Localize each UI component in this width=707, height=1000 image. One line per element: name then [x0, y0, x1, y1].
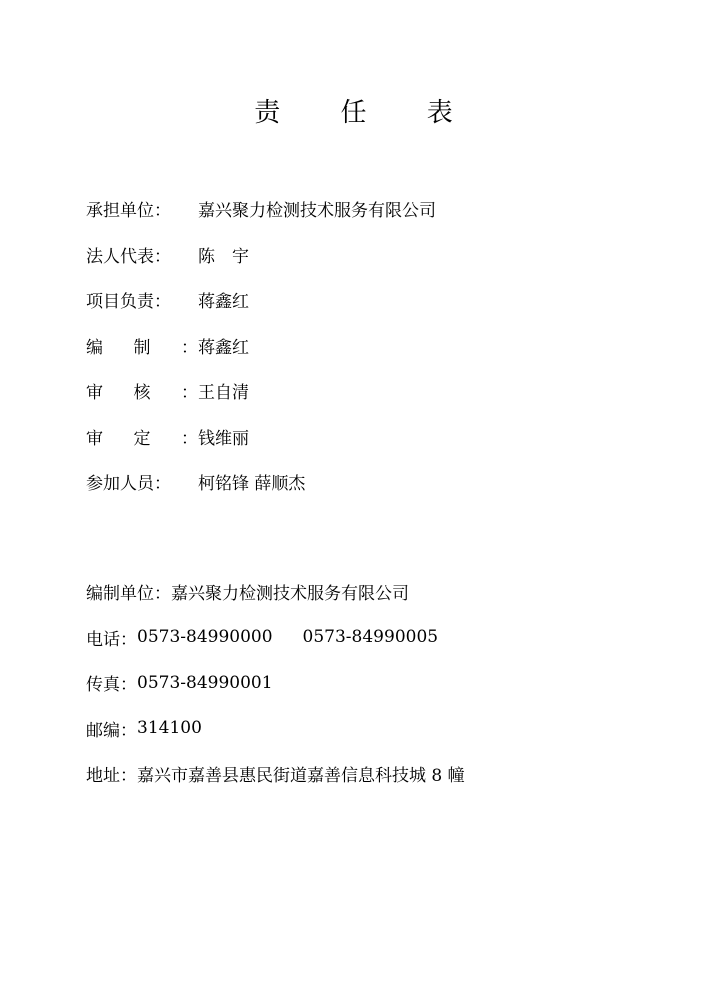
- label-phone: 电话：: [86, 629, 137, 650]
- value-phone-1: 0573-84990000: [137, 627, 273, 648]
- label-compiler: 编制：: [86, 337, 198, 358]
- label-address: 地址：: [86, 766, 137, 787]
- label-postcode: 邮编：: [86, 720, 137, 741]
- value-reviewer: 王自清: [198, 383, 249, 404]
- value-participants: 柯铭锋 薛顺杰: [198, 474, 306, 495]
- row-fax: [86, 660, 686, 706]
- row-project-leader: [86, 277, 646, 323]
- value-phone-2: 0573-84990005: [302, 627, 439, 648]
- label-undertaking-unit: 承担单位：: [86, 201, 171, 222]
- row-reviewer: [86, 368, 646, 414]
- row-address: [86, 751, 686, 797]
- value-compiler: 蒋鑫红: [198, 337, 249, 358]
- row-approver: [86, 414, 646, 460]
- value-address: 嘉兴市嘉善县惠民街道嘉善信息科技城 8 幢: [137, 766, 465, 787]
- value-approver: 钱维丽: [198, 428, 249, 449]
- page-title: 责 任 表: [254, 98, 479, 128]
- value-undertaking-unit: 嘉兴聚力检测技术服务有限公司: [198, 201, 436, 222]
- row-participants: [86, 459, 646, 505]
- responsibility-list: [86, 186, 646, 505]
- label-reviewer: 审核：: [86, 383, 198, 404]
- value-postcode: 314100: [137, 718, 202, 739]
- label-approver: 审定：: [86, 428, 198, 449]
- row-postcode: [86, 706, 686, 752]
- row-compiler: [86, 323, 646, 369]
- row-undertaking-unit: [86, 186, 646, 232]
- row-phone: [86, 615, 686, 661]
- value-legal-representative: 陈 宇: [198, 246, 249, 267]
- label-participants: 参加人员：: [86, 474, 171, 495]
- value-fax: 0573-84990001: [137, 672, 273, 693]
- row-legal-representative: [86, 232, 646, 278]
- label-compiling-unit: 编制单位：: [86, 584, 171, 605]
- label-fax: 传真：: [86, 675, 137, 696]
- label-project-leader: 项目负责：: [86, 292, 171, 313]
- value-project-leader: 蒋鑫红: [198, 292, 249, 313]
- contact-info: [86, 569, 686, 797]
- row-compiling-unit: [86, 569, 686, 615]
- value-compiling-unit: 嘉兴聚力检测技术服务有限公司: [171, 584, 409, 605]
- label-legal-representative: 法人代表：: [86, 246, 171, 267]
